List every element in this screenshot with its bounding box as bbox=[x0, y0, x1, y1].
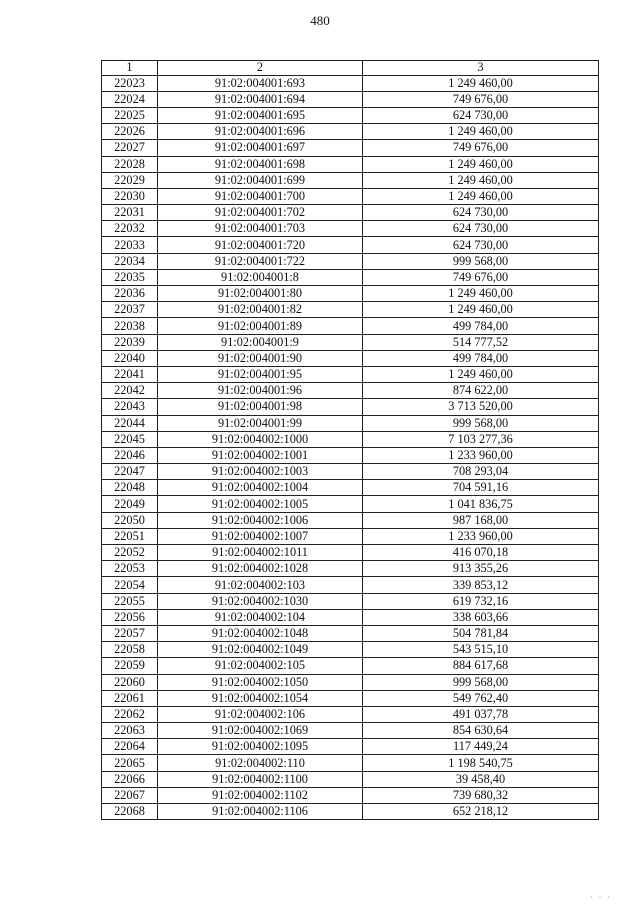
value-cell: 652 218,12 bbox=[363, 804, 599, 820]
row-number-cell: 22065 bbox=[102, 755, 158, 771]
cadastral-number-cell: 91:02:004002:106 bbox=[158, 706, 363, 722]
table-row bbox=[102, 464, 599, 480]
table-row bbox=[102, 512, 599, 528]
table-row bbox=[102, 804, 599, 820]
value-cell: 999 568,00 bbox=[363, 415, 599, 431]
row-number-cell: 22047 bbox=[102, 464, 158, 480]
table-row bbox=[102, 156, 599, 172]
cadastral-number-cell: 91:02:004002:1005 bbox=[158, 496, 363, 512]
row-number-cell: 22059 bbox=[102, 658, 158, 674]
row-number-cell: 22036 bbox=[102, 286, 158, 302]
cadastral-number-cell: 91:02:004002:1028 bbox=[158, 561, 363, 577]
cadastral-number-cell: 91:02:004001:693 bbox=[158, 75, 363, 91]
row-number-cell: 22061 bbox=[102, 690, 158, 706]
cadastral-number-cell: 91:02:004002:1054 bbox=[158, 690, 363, 706]
column-header-1: 1 bbox=[102, 61, 158, 76]
table-row bbox=[102, 318, 599, 334]
cadastral-number-cell: 91:02:004001:80 bbox=[158, 286, 363, 302]
page-number: 480 bbox=[310, 13, 330, 28]
table-row bbox=[102, 302, 599, 318]
row-number-cell: 22041 bbox=[102, 366, 158, 382]
cadastral-number-cell: 91:02:004002:1003 bbox=[158, 464, 363, 480]
table-row bbox=[102, 480, 599, 496]
cadastral-number-cell: 91:02:004002:1050 bbox=[158, 674, 363, 690]
cadastral-number-cell: 91:02:004002:1007 bbox=[158, 528, 363, 544]
column-header-2: 2 bbox=[158, 61, 363, 76]
row-number-cell: 22042 bbox=[102, 383, 158, 399]
cadastral-number-cell: 91:02:004001:720 bbox=[158, 237, 363, 253]
value-cell: 624 730,00 bbox=[363, 205, 599, 221]
row-number-cell: 22028 bbox=[102, 156, 158, 172]
value-cell: 514 777,52 bbox=[363, 334, 599, 350]
table-row bbox=[102, 221, 599, 237]
row-number-cell: 22024 bbox=[102, 91, 158, 107]
cadastral-number-cell: 91:02:004002:1102 bbox=[158, 787, 363, 803]
table-row bbox=[102, 528, 599, 544]
row-number-cell: 22068 bbox=[102, 804, 158, 820]
value-cell: 1 198 540,75 bbox=[363, 755, 599, 771]
row-number-cell: 22044 bbox=[102, 415, 158, 431]
cadastral-number-cell: 91:02:004002:103 bbox=[158, 577, 363, 593]
value-cell: 999 568,00 bbox=[363, 674, 599, 690]
column-header-3: 3 bbox=[363, 61, 599, 76]
row-number-cell: 22023 bbox=[102, 75, 158, 91]
table-row bbox=[102, 188, 599, 204]
table-row bbox=[102, 706, 599, 722]
cadastral-number-cell: 91:02:004002:1000 bbox=[158, 431, 363, 447]
row-number-cell: 22043 bbox=[102, 399, 158, 415]
cadastral-number-cell: 91:02:004002:1011 bbox=[158, 545, 363, 561]
table-row bbox=[102, 107, 599, 123]
table-row bbox=[102, 237, 599, 253]
table-row bbox=[102, 658, 599, 674]
table-row bbox=[102, 625, 599, 641]
cadastral-number-cell: 91:02:004001:697 bbox=[158, 140, 363, 156]
value-cell: 1 249 460,00 bbox=[363, 188, 599, 204]
value-cell: 1 249 460,00 bbox=[363, 172, 599, 188]
table-row bbox=[102, 642, 599, 658]
table-row bbox=[102, 205, 599, 221]
cadastral-number-cell: 91:02:004001:699 bbox=[158, 172, 363, 188]
value-cell: 1 233 960,00 bbox=[363, 528, 599, 544]
row-number-cell: 22053 bbox=[102, 561, 158, 577]
cadastral-number-cell: 91:02:004001:698 bbox=[158, 156, 363, 172]
table-row bbox=[102, 366, 599, 382]
row-number-cell: 22054 bbox=[102, 577, 158, 593]
row-number-cell: 22033 bbox=[102, 237, 158, 253]
table-row bbox=[102, 140, 599, 156]
cadastral-number-cell: 91:02:004002:1048 bbox=[158, 625, 363, 641]
row-number-cell: 22029 bbox=[102, 172, 158, 188]
scan-artifact: · · · bbox=[590, 893, 612, 902]
row-number-cell: 22051 bbox=[102, 528, 158, 544]
row-number-cell: 22064 bbox=[102, 739, 158, 755]
value-cell: 543 515,10 bbox=[363, 642, 599, 658]
cadastral-number-cell: 91:02:004001:98 bbox=[158, 399, 363, 415]
value-cell: 624 730,00 bbox=[363, 107, 599, 123]
value-cell: 999 568,00 bbox=[363, 253, 599, 269]
row-number-cell: 22058 bbox=[102, 642, 158, 658]
cadastral-number-cell: 91:02:004001:722 bbox=[158, 253, 363, 269]
row-number-cell: 22060 bbox=[102, 674, 158, 690]
value-cell: 339 853,12 bbox=[363, 577, 599, 593]
value-cell: 913 355,26 bbox=[363, 561, 599, 577]
row-number-cell: 22034 bbox=[102, 253, 158, 269]
value-cell: 3 713 520,00 bbox=[363, 399, 599, 415]
value-cell: 1 249 460,00 bbox=[363, 156, 599, 172]
table-row bbox=[102, 739, 599, 755]
value-cell: 749 676,00 bbox=[363, 269, 599, 285]
row-number-cell: 22048 bbox=[102, 480, 158, 496]
row-number-cell: 22032 bbox=[102, 221, 158, 237]
row-number-cell: 22055 bbox=[102, 593, 158, 609]
row-number-cell: 22030 bbox=[102, 188, 158, 204]
cadastral-number-cell: 91:02:004002:104 bbox=[158, 609, 363, 625]
value-cell: 749 676,00 bbox=[363, 140, 599, 156]
value-cell: 884 617,68 bbox=[363, 658, 599, 674]
value-cell: 416 070,18 bbox=[363, 545, 599, 561]
value-cell: 1 249 460,00 bbox=[363, 75, 599, 91]
cadastral-number-cell: 91:02:004002:1049 bbox=[158, 642, 363, 658]
row-number-cell: 22038 bbox=[102, 318, 158, 334]
table-row bbox=[102, 431, 599, 447]
table-row bbox=[102, 415, 599, 431]
row-number-cell: 22035 bbox=[102, 269, 158, 285]
table-row bbox=[102, 447, 599, 463]
table-row bbox=[102, 172, 599, 188]
table-row bbox=[102, 545, 599, 561]
table-body bbox=[102, 75, 599, 820]
cadastral-number-cell: 91:02:004002:110 bbox=[158, 755, 363, 771]
table-row bbox=[102, 723, 599, 739]
row-number-cell: 22046 bbox=[102, 447, 158, 463]
table-row bbox=[102, 771, 599, 787]
value-cell: 987 168,00 bbox=[363, 512, 599, 528]
cadastral-number-cell: 91:02:004001:694 bbox=[158, 91, 363, 107]
row-number-cell: 22050 bbox=[102, 512, 158, 528]
table-header-row bbox=[102, 61, 599, 76]
row-number-cell: 22063 bbox=[102, 723, 158, 739]
table-row bbox=[102, 269, 599, 285]
value-cell: 739 680,32 bbox=[363, 787, 599, 803]
value-cell: 854 630,64 bbox=[363, 723, 599, 739]
row-number-cell: 22027 bbox=[102, 140, 158, 156]
value-cell: 708 293,04 bbox=[363, 464, 599, 480]
table-row bbox=[102, 561, 599, 577]
table-row bbox=[102, 75, 599, 91]
table-row bbox=[102, 609, 599, 625]
cadastral-number-cell: 91:02:004001:703 bbox=[158, 221, 363, 237]
value-cell: 7 103 277,36 bbox=[363, 431, 599, 447]
value-cell: 874 622,00 bbox=[363, 383, 599, 399]
table-row bbox=[102, 334, 599, 350]
cadastral-number-cell: 91:02:004001:8 bbox=[158, 269, 363, 285]
value-cell: 549 762,40 bbox=[363, 690, 599, 706]
row-number-cell: 22045 bbox=[102, 431, 158, 447]
cadastral-number-cell: 91:02:004001:99 bbox=[158, 415, 363, 431]
value-cell: 1 233 960,00 bbox=[363, 447, 599, 463]
table-row bbox=[102, 350, 599, 366]
table-row bbox=[102, 593, 599, 609]
table-row bbox=[102, 383, 599, 399]
row-number-cell: 22031 bbox=[102, 205, 158, 221]
row-number-cell: 22052 bbox=[102, 545, 158, 561]
cadastral-number-cell: 91:02:004001:696 bbox=[158, 124, 363, 140]
row-number-cell: 22066 bbox=[102, 771, 158, 787]
table-row bbox=[102, 399, 599, 415]
value-cell: 624 730,00 bbox=[363, 237, 599, 253]
value-cell: 749 676,00 bbox=[363, 91, 599, 107]
value-cell: 704 591,16 bbox=[363, 480, 599, 496]
value-cell: 619 732,16 bbox=[363, 593, 599, 609]
table-row bbox=[102, 674, 599, 690]
cadastral-number-cell: 91:02:004002:1006 bbox=[158, 512, 363, 528]
table-row bbox=[102, 91, 599, 107]
cadastral-number-cell: 91:02:004002:1106 bbox=[158, 804, 363, 820]
cadastral-number-cell: 91:02:004001:82 bbox=[158, 302, 363, 318]
cadastral-number-cell: 91:02:004002:105 bbox=[158, 658, 363, 674]
cadastral-number-cell: 91:02:004001:9 bbox=[158, 334, 363, 350]
value-cell: 1 041 836,75 bbox=[363, 496, 599, 512]
row-number-cell: 22067 bbox=[102, 787, 158, 803]
table-row bbox=[102, 124, 599, 140]
value-cell: 1 249 460,00 bbox=[363, 124, 599, 140]
cadastral-number-cell: 91:02:004001:96 bbox=[158, 383, 363, 399]
value-cell: 338 603,66 bbox=[363, 609, 599, 625]
cadastral-number-cell: 91:02:004001:89 bbox=[158, 318, 363, 334]
value-cell: 504 781,84 bbox=[363, 625, 599, 641]
row-number-cell: 22026 bbox=[102, 124, 158, 140]
row-number-cell: 22049 bbox=[102, 496, 158, 512]
table-row bbox=[102, 755, 599, 771]
cadastral-number-cell: 91:02:004001:695 bbox=[158, 107, 363, 123]
row-number-cell: 22057 bbox=[102, 625, 158, 641]
table-row bbox=[102, 496, 599, 512]
row-number-cell: 22056 bbox=[102, 609, 158, 625]
value-cell: 1 249 460,00 bbox=[363, 366, 599, 382]
value-cell: 1 249 460,00 bbox=[363, 286, 599, 302]
table-row bbox=[102, 787, 599, 803]
cadastral-number-cell: 91:02:004002:1069 bbox=[158, 723, 363, 739]
value-cell: 39 458,40 bbox=[363, 771, 599, 787]
value-cell: 624 730,00 bbox=[363, 221, 599, 237]
row-number-cell: 22025 bbox=[102, 107, 158, 123]
value-cell: 499 784,00 bbox=[363, 350, 599, 366]
row-number-cell: 22037 bbox=[102, 302, 158, 318]
table-row bbox=[102, 690, 599, 706]
table-row bbox=[102, 286, 599, 302]
cadastral-number-cell: 91:02:004001:95 bbox=[158, 366, 363, 382]
cadastral-number-cell: 91:02:004002:1100 bbox=[158, 771, 363, 787]
value-cell: 491 037,78 bbox=[363, 706, 599, 722]
table-row bbox=[102, 577, 599, 593]
row-number-cell: 22039 bbox=[102, 334, 158, 350]
table-row bbox=[102, 253, 599, 269]
cadastral-number-cell: 91:02:004002:1004 bbox=[158, 480, 363, 496]
row-number-cell: 22062 bbox=[102, 706, 158, 722]
registry-table bbox=[101, 60, 599, 820]
cadastral-number-cell: 91:02:004001:702 bbox=[158, 205, 363, 221]
value-cell: 499 784,00 bbox=[363, 318, 599, 334]
cadastral-number-cell: 91:02:004001:700 bbox=[158, 188, 363, 204]
value-cell: 1 249 460,00 bbox=[363, 302, 599, 318]
row-number-cell: 22040 bbox=[102, 350, 158, 366]
cadastral-number-cell: 91:02:004002:1001 bbox=[158, 447, 363, 463]
cadastral-number-cell: 91:02:004001:90 bbox=[158, 350, 363, 366]
cadastral-number-cell: 91:02:004002:1030 bbox=[158, 593, 363, 609]
cadastral-number-cell: 91:02:004002:1095 bbox=[158, 739, 363, 755]
value-cell: 117 449,24 bbox=[363, 739, 599, 755]
